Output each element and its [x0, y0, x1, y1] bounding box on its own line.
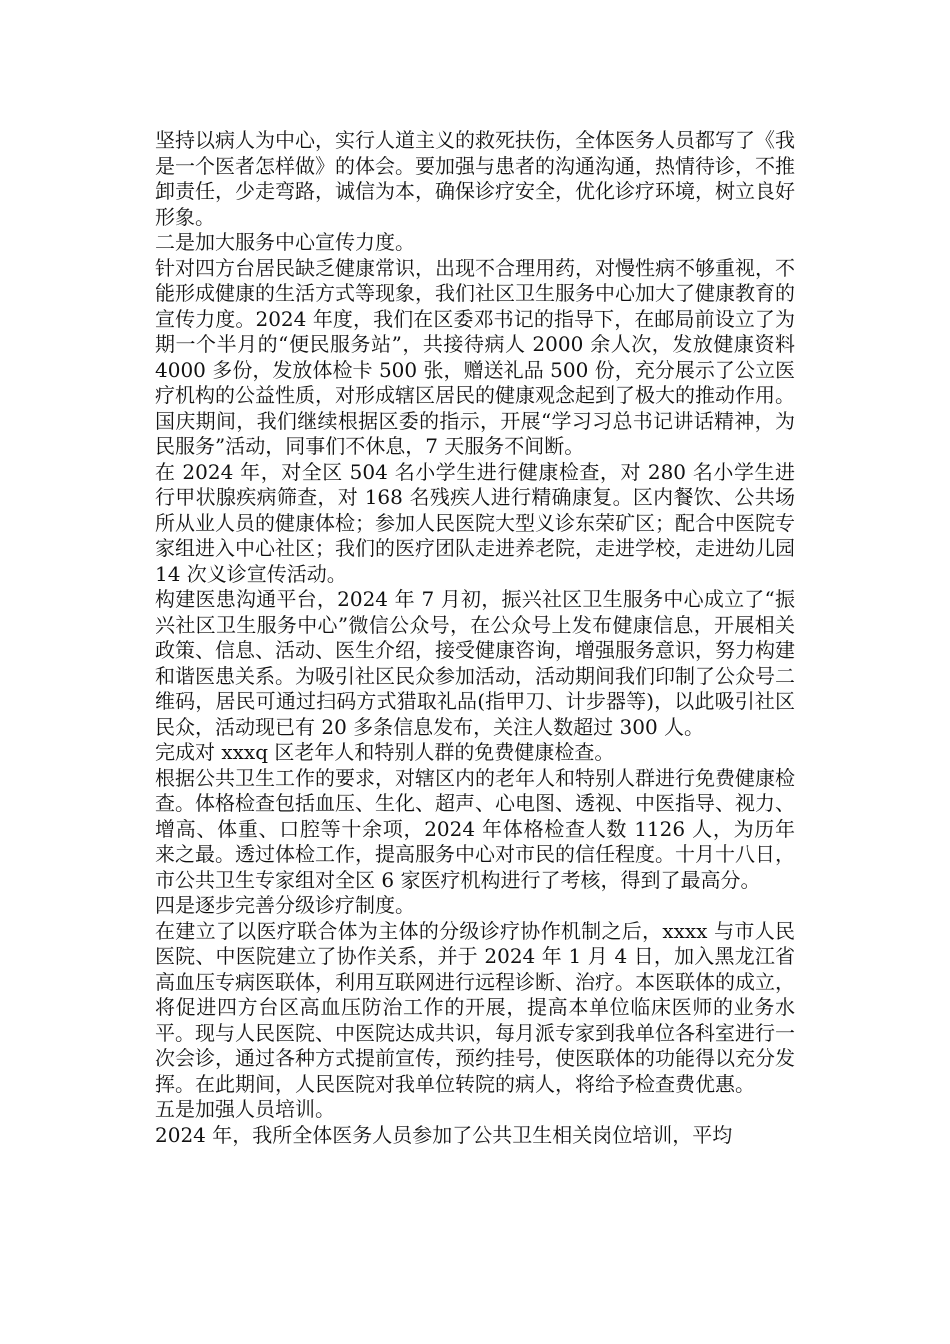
- paragraph-tiered-treatment: 在建立了以医疗联合体为主体的分级诊疗协作机制之后，xxxx 与市人民医院、中医院建立了协作关系，并于 2024 年 1 月 4 日，加入黑龙江省高血压专病医联体，利用互联网进行远程诊断、治疗。本医联体的成立，将促进四方台区高血压防治工作的开展，提高本单位临床医师的业务水平。现与人民医院、中医院达成共识，每月派专家到我单位各科室进行一次会诊，通过各种方式提前宣传，预约挂号，使医联体的功能得以充分发挥。在此期间，人民医院对我单位转院的病人，将给予检查费优惠。: [155, 918, 795, 1096]
- heading-publicity: 二是加大服务中心宣传力度。: [155, 230, 415, 254]
- heading-staff-training: 五是加强人员培训。: [155, 1097, 335, 1121]
- paragraph-staff-training: 2024 年，我所全体医务人员参加了公共卫生相关岗位培训，平均: [155, 1122, 733, 1147]
- heading-free-checkups: 完成对 xxxq 区老年人和特别人群的免费健康检查。: [155, 740, 615, 764]
- document-body: [155, 128, 795, 1148]
- paragraph-health-checks: 在 2024 年，对全区 504 名小学生进行健康检查，对 280 名小学生进行甲状腺疾病筛查，对 168 名残疾人进行精确康复。区内餐饮、公共场所从业人员的健康体检；参加人民医院大型义诊东荣矿区；配合中医院专家组进入中心社区；我们的医疗团队走进养老院，走进学校，走进幼儿园 14 次义诊宣传活动。: [155, 459, 795, 586]
- paragraph-free-checkups: 根据公共卫生工作的要求，对辖区内的老年人和特别人群进行免费健康检查。体格检查包括血压、生化、超声、心电图、透视、中医指导、视力、增高、体重、口腔等十余项，2024 年体格检查人数 1126 人，为历年来之最。透过体检工作，提高服务中心对市民的信任程度。十月十八日，市公共卫生专家组对全区 6 家医疗机构进行了考核，得到了最高分。: [155, 765, 795, 892]
- paragraph-patient-centered: 坚持以病人为中心，实行人道主义的救死扶伤，全体医务人员都写了《我是一个医者怎样做》的体会。要加强与患者的沟通沟通，热情待诊，不推卸责任，少走弯路，诚信为本，确保诊疗安全，优化诊疗环境，树立良好形象。: [155, 128, 795, 229]
- paragraph-communication-platform: 构建医患沟通平台，2024 年 7 月初，振兴社区卫生服务中心成立了“振兴社区卫生服务中心”微信公众号，在公众号上发布健康信息，开展相关政策、信息、活动、医生介绍，接受健康咨询，增强服务意识，努力构建和谐医患关系。为吸引社区民众参加活动，活动期间我们印制了公众号二维码，居民可通过扫码方式猎取礼品(指甲刀、计步器等)，以此吸引社区民众，活动现已有 20 多条信息发布，关注人数超过 300 人。: [155, 587, 795, 739]
- paragraph-health-education: 针对四方台居民缺乏健康常识，出现不合理用药，对慢性病不够重视，不能形成健康的生活方式等现象，我们社区卫生服务中心加大了健康教育的宣传力度。2024 年度，我们在区委邓书记的指导下，在邮局前设立了为期一个半月的“便民服务站”，共接待病人 2000 余人次，发放健康资料 4000 多份，发放体检卡 500 张，赠送礼品 500 份，充分展示了公立医疗机构的公益性质，对形成辖区居民的健康观念起到了极大的推动作用。国庆期间，我们继续根据区委的指示，开展“学习习总书记讲话精神，为民服务”活动，同事们不休息，7 天服务不间断。: [155, 255, 795, 458]
- heading-tiered-treatment: 四是逐步完善分级诊疗制度。: [155, 893, 415, 917]
